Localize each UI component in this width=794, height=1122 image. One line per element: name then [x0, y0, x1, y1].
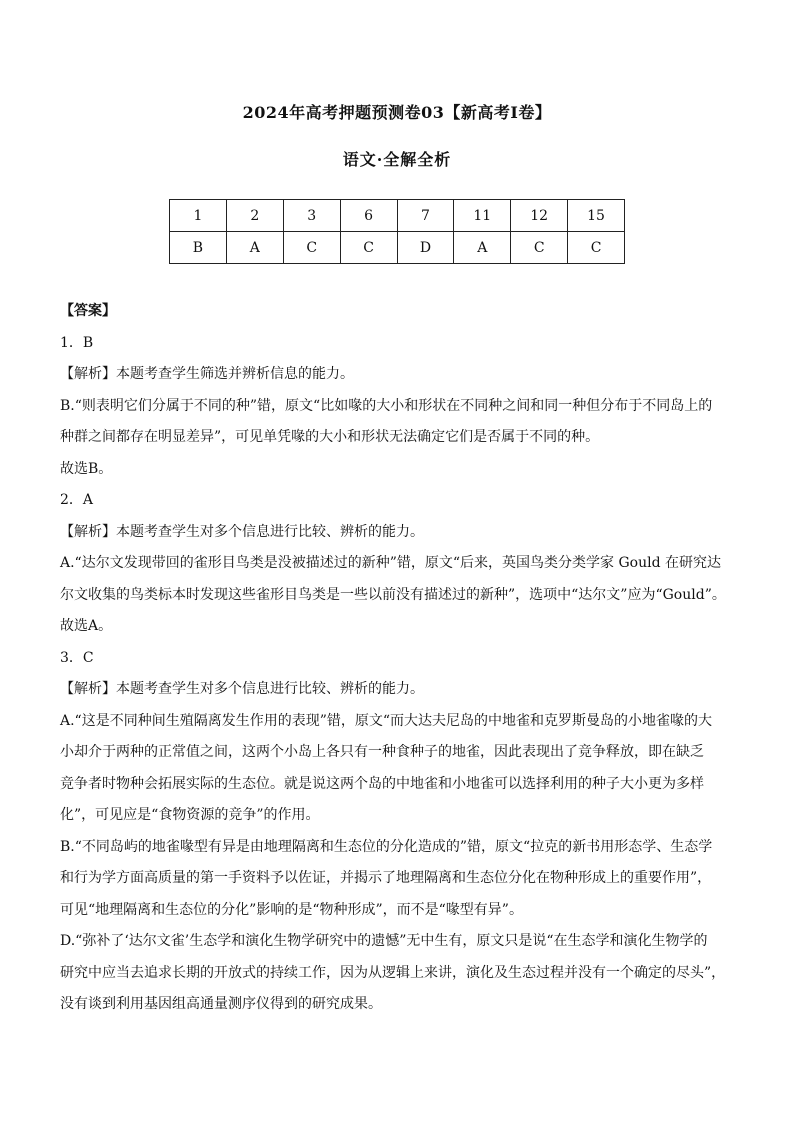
answer-explanations [60, 296, 736, 1021]
question-number-cell: 7 [397, 200, 454, 232]
answer-cell: A [226, 232, 283, 264]
answer-table-answer-row [170, 232, 625, 264]
explanation-line: 故选B。 [60, 460, 113, 477]
explanation-line: 和行为学方面高质量的第一手资料予以佐证，并揭示了地理隔离和生态位分化在物种形成上的重要作用”， [60, 870, 712, 886]
answer-table-number-row [170, 200, 625, 232]
explanation-line: 化”，可见应是“食物资源的竞争”的作用。 [60, 807, 320, 823]
answer-table [169, 199, 625, 264]
answer-cell: C [568, 232, 625, 264]
question-number-cell: 12 [511, 200, 568, 232]
explanation-line: D.“弥补了‘达尔文雀’生态学和演化生物学研究中的遗憾”无中生有，原文只是说“在生态学和演化生物学的 [60, 933, 708, 949]
item-heading: 3．C [60, 649, 94, 666]
question-number-cell: 3 [283, 200, 340, 232]
explanation-line: B.“不同岛屿的地雀喙型有异是由地理隔离和生态位的分化造成的”错，原文“拉克的新书用形态学、生态学 [60, 838, 713, 855]
explanation-line: 【解析】本题考查学生对多个信息进行比较、辨析的能力。 [60, 523, 424, 540]
explanation-line: A.“这是不同种间生殖隔离发生作用的表现”错，原文“而大达夫尼岛的中地雀和克罗斯曼岛的小地雀喙的大 [60, 712, 713, 729]
explanation-line: 故选A。 [60, 618, 113, 634]
question-number-cell: 1 [170, 200, 227, 232]
answer-cell: C [340, 232, 397, 264]
document-title: 2024年高考押题预测卷03【新高考I卷】 [242, 103, 552, 122]
question-number-cell: 2 [226, 200, 283, 232]
item-heading: 2．A [60, 492, 94, 508]
explanation-line: 【解析】本题考查学生对多个信息进行比较、辨析的能力。 [60, 681, 424, 697]
question-number-cell: 11 [454, 200, 511, 232]
answer-cell: C [511, 232, 568, 264]
explanation-line: 竞争者时物种会拓展实际的生态位。就是说这两个岛的中地雀和小地雀可以选择利用的种子大小更为多样 [60, 775, 704, 792]
explanation-line: 【解析】本题考查学生筛选并辨析信息的能力。 [60, 366, 354, 382]
explanation-line: 可见“地理隔离和生态位的分化”影响的是“物种形成”，而不是“喙型有异”。 [60, 901, 523, 918]
answer-cell: A [454, 232, 511, 264]
explanation-line: 尔文收集的鸟类标本时发现这些雀形目鸟类是一些以前没有描述过的新种”，选项中“达尔文”应为“Gould”。 [60, 586, 726, 603]
explanation-line: B.“则表明它们分属于不同的种”错，原文“比如喙的大小和形状在不同种之间和同一种但分布于不同岛上的 [60, 397, 713, 414]
question-number-cell: 15 [568, 200, 625, 232]
item-heading: 1．B [60, 334, 94, 351]
document-subtitle: 语文·全解全析 [342, 150, 452, 169]
answer-cell: B [170, 232, 227, 264]
question-number-cell: 6 [340, 200, 397, 232]
explanation-line: A.“达尔文发现带回的雀形目鸟类是没被描述过的新种”错，原文“后来，英国鸟类分类学家 Gould 在研究达 [60, 555, 721, 571]
explanation-line: 研究中应当去追求长期的开放式的持续工作，因为从逻辑上来讲，演化及生态过程并没有一个确定的尽头”， [60, 964, 726, 981]
explanation-line: 种群之间都存在明显差异”，可见单凭喙的大小和形状无法确定它们是否属于不同的种。 [60, 429, 600, 445]
answer-cell: C [283, 232, 340, 264]
answer-cell: D [397, 232, 454, 264]
section-heading: 【答案】 [60, 303, 116, 319]
explanation-line: 小却介于两种的正常值之间，这两个小岛上各只有一种食种子的地雀，因此表现出了竞争释放，即在缺乏 [60, 744, 704, 760]
explanation-line: 没有谈到利用基因组高通量测序仪得到的研究成果。 [60, 996, 382, 1012]
